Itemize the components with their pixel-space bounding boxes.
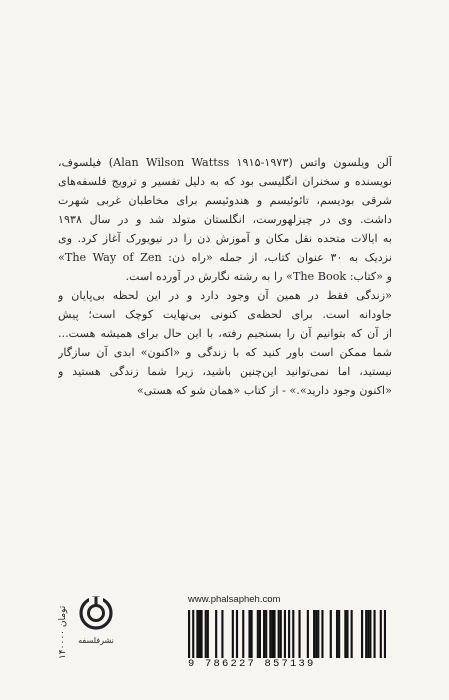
barcode-bar — [298, 610, 300, 658]
quote-line: شما ممکن است باور کنید که با زندگی و «اکنون» ابدی آن سازگار — [58, 346, 392, 359]
barcode-bar — [373, 610, 375, 658]
quote-line: «زندگی فقط در همین آن وجود دارد و در این لحظه بی‌پایان و — [58, 289, 392, 302]
barcode-bar — [207, 610, 209, 658]
barcode-bar — [201, 610, 203, 658]
barcode-bar — [315, 610, 317, 658]
isbn-barcode — [188, 610, 386, 658]
author-biography — [58, 153, 392, 400]
bio-line: و «کتاب: The Book» را به رشته نگارش در آورده است. — [125, 270, 392, 283]
barcode-bar — [198, 610, 200, 658]
barcode-bar — [344, 610, 346, 658]
barcode-bar — [215, 610, 217, 658]
barcode-bar — [365, 610, 367, 658]
barcode-bar — [336, 610, 338, 658]
barcode-bar — [288, 610, 290, 658]
barcode-bar — [346, 610, 348, 658]
publisher-url: www.phalsapheh.com — [188, 594, 281, 605]
bio-line: به ایالات متحده نقل مکان و آموزش ذن را در نیویورک آغاز کرد. وی — [58, 232, 392, 245]
barcode-bar — [188, 610, 190, 658]
isbn-number: 9 786227 857139 — [188, 658, 316, 670]
barcode-bar — [259, 610, 261, 658]
quote-line: نیستید، اما نمی‌توانید این‌چنین باشید، زیرا شما زندگی هستید و — [58, 365, 392, 378]
barcode-bar — [269, 610, 271, 658]
bio-line: آلن ویلسون واتس (۱۹۷۳-۱۹۱۵ Alan Wilson Wattss) فیلسوف، — [58, 156, 392, 169]
barcode-bar — [280, 610, 282, 658]
barcode-bar — [278, 610, 280, 658]
barcode-bar — [248, 610, 250, 658]
barcode-bar — [284, 610, 286, 658]
bio-line: نزدیک به ۳۰ عنوان کتاب، از جمله «راه ذن: The Way of Zen» — [58, 251, 392, 264]
barcode-bar — [338, 610, 340, 658]
barcode-bar — [232, 610, 234, 658]
barcode-bar — [236, 610, 238, 658]
barcode-bar — [265, 610, 267, 658]
barcode-bar — [361, 610, 363, 658]
barcode-bar — [196, 610, 198, 658]
bio-line: داشت. وی در چیزلهورست، انگلستان متولد شد و در سال ۱۹۳۸ — [58, 213, 392, 226]
barcode-bar — [330, 610, 332, 658]
publisher-logo-icon — [79, 596, 113, 630]
quote-line: از آن که بتوانیم آن را بسنجیم رفته، با این حال برای همیشه هست... — [58, 327, 392, 340]
barcode-bar — [317, 610, 319, 658]
barcode-bar — [263, 610, 265, 658]
barcode-bar — [251, 610, 253, 658]
barcode-bar — [321, 610, 323, 658]
barcode-bar — [380, 610, 382, 658]
barcode-bar — [273, 610, 275, 658]
barcode-bar — [242, 610, 244, 658]
barcode-bar — [257, 610, 259, 658]
publisher-name: نشرفلسفه — [78, 636, 114, 645]
barcode-bar — [221, 610, 223, 658]
publisher-block — [76, 592, 116, 672]
cover-footer — [56, 592, 396, 672]
barcode-bar — [367, 610, 369, 658]
price-label: ۱۴۰۰۰۰ تومان — [58, 605, 68, 659]
barcode-bar — [192, 610, 194, 658]
barcode-bar — [307, 610, 309, 658]
quote-line: جاودانه است. برای لحظه‌ی کنونی بی‌نهایت کوچک است؛ پیش — [58, 308, 392, 321]
barcode-bar — [271, 610, 273, 658]
bio-line: نویسنده و سخنران انگلیسی بود که به دلیل تفسیر و ترویج فلسفه‌های — [58, 175, 392, 188]
barcode-bar — [351, 610, 353, 658]
barcode-bar — [369, 610, 371, 658]
barcode-bar — [384, 610, 386, 658]
barcode-bar — [205, 610, 207, 658]
barcode-bar — [292, 610, 294, 658]
quote-line: «اکنون وجود دارید».» - از کتاب «همان شو که هستی» — [136, 384, 392, 397]
barcode-bar — [313, 610, 315, 658]
bio-line: شرقی بودیسم، تائوئیسم و هندوئیسم برای مخاطبان غربی شهرت — [58, 194, 392, 207]
